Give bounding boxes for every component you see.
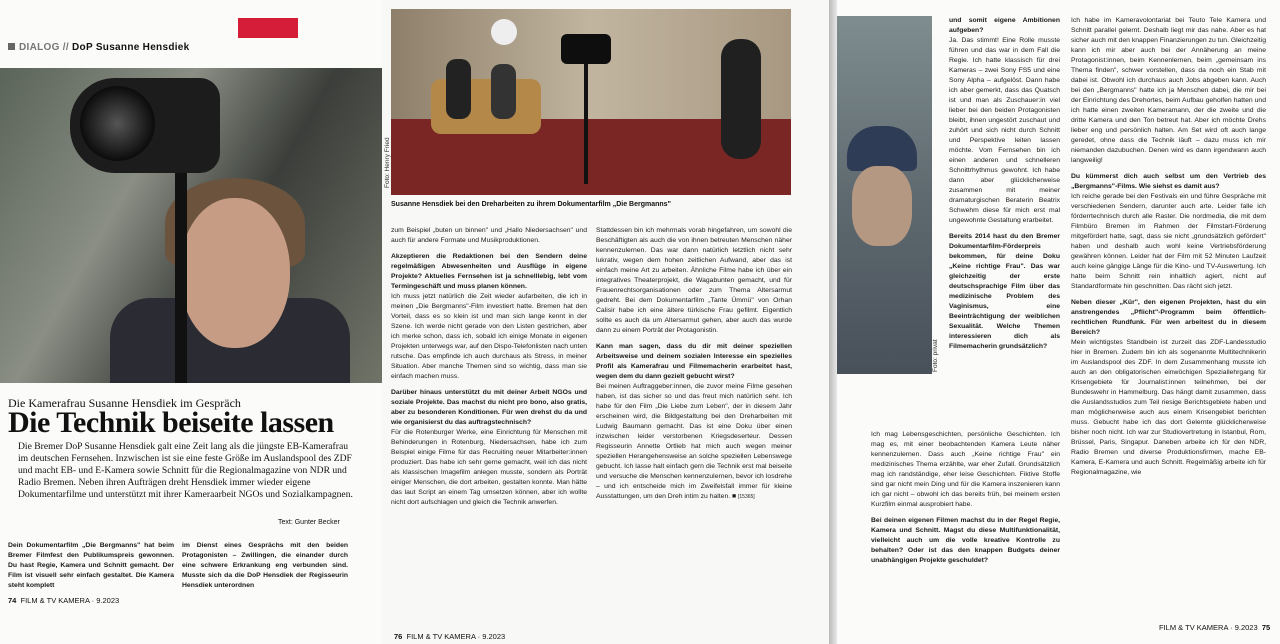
question: Kann man sagen, dass du dir mit deiner speziellen Arbeitsweise und deinem sozialen Interesse ein spezielles Profil als Kamerafrau und Filmemacherin erarbeitet hast, wegen dem du dann gezielt gebucht wirst?: [596, 343, 792, 380]
page-footer: 76 FILM & TV KAMERA · 9.2023: [394, 632, 506, 641]
page-76: [382, 0, 829, 644]
question: Akzeptieren die Redaktionen bei den Sendern deine regelmäßigen Abwesenheiten und Ausflüge in eigene Projekte? Aktuelles Fernsehen ist ja schnelllebig, lebt vom Termingeschäft und muss planen können.: [391, 253, 587, 290]
intro-question-col1: Dein Dokumentarfilm „Die Bergmanns" hat beim Bremer Filmfest den Publikumspreis gewonnen. Du hast Regie, Kamera und Schnitt gemacht. Der Film ist visuell sehr einfach gestaltet. Die Kamera steht komplett: [8, 542, 174, 589]
headline: Die Technik beiseite lassen: [8, 406, 334, 439]
kicker: Die Kamerafrau Susanne Hensdiek im Gespräch: [8, 396, 241, 410]
photo-credit: Foto: Henry Fried: [384, 137, 391, 188]
side-photo: [837, 16, 932, 374]
right-col1-top: und somit eigene Ambitionen aufgeben? Ja. Das stimmt! Eine Rolle musste führen und das war in dem Fall die Regie. Ich hatte klassisch für drei Kameras – zwei Sony FS5 und eine Sony Alpha – aufgelöst. Dann habe ich aber gemerkt, dass das Quatsch ist und man als Zuschauer:in viel lieber bei den beiden Protagonisten bleibt, ihnen ungestört zuschaut und zuhört und sich nicht durch Schnitt und Perspektive leiten lassen möchte. Vom Fernsehen bin ich einen anderen und schnelleren Schnittrhythmus gewohnt. Ich habe dann aber glücklicherweise zusammen mit meiner dramaturgischen Beraterin Beatrix Schwehm diese für mich erst mal ungewohnte Gestaltung erarbeitet. Bereits 2014 hast du den Bremer Dokumentarfilm-Förderpreis bekommen, für deine Doku „Keine richtige Frau". Das war gleichzeitig der erste deutschsprachige Film über das medizinische Problem des Vaginismus, eine Beeinträchtigung der weiblichen Sexualität. Welche Themen interessieren dich als Filmemacherin grundsätzlich?: [949, 17, 1060, 350]
page-74: [0, 0, 382, 644]
portrait-photo: [0, 68, 382, 383]
question: Darüber hinaus unterstützt du mit deiner Arbeit NGOs und soziale Projekte. Das machst du nicht pro bono, also gratis, aber zu besonderen Konditionen. Für wen drehst du da und wie organisierst du das auftragstechnisch?: [391, 389, 587, 426]
right-col2: Ich habe im Kameravolontariat bei Teuto Tele Kamera und Schnitt parallel gelernt. Deshalb liegt mir das nahe. Aber es hat sicher auch mit den knappen Finanzierungen zu tun. Gleichzeitig kann ich mir aber auch bei der Annäherung an meine Protagonist:innen, beim Kennenlernen, beim „gemeinsam ins Thema finden", schwer vorstellen, dass da noch ein Stab mit dabei ist. Obwohl ich durchaus auch Jobs abgeben kann. Auch bei den „Bergmanns" hatte ich ja Menschen dabei, die mir bei der Einrichtung des Drehortes, beim Aufbau geholfen hatten und ich hatte einen zweiten Kameramann, der die zweite und die dritte Kamera und den Ton betreut hat. Aber ich möchte Drehs lieber eng und persönlich halten. Am Set wird oft auch lange geredet, ohne dass die Technik läuft – dazu muss ich mir niemanden dazubuchen. Denen wird es dann irgendwann auch langweilig! Du kümmerst dich auch selbst um den Vertrieb des „Bergmanns"-Films. Wie siehst es damit aus? Ich reiche gerade bei den Festivals ein und führe Gespräche mit verschiedenen Sendern, darunter auch arte. Leider falle ich förderrtechnisch durch alle Raster. Die nordmedia, die mit dem Filmbüro Bremen im Rahmen der Filmstart-Förderung mitgefördert hatte, sagt, dass sie nicht „grundsätzlich gefördert" haben und deshalb auch wohl keine Vertriebsförderung gewähren können. Leider hat der Film mit 52 Minuten Laufzeit auch keine gängige Länge für die Kino- und TV-Auswertung. Ich hatte beim Schnitt rein inhaltlich agiert, nicht auf Standardformate hin geschnitten. Das rächt sich jetzt. Neben dieser „Kür", den eigenen Projekten, hast du ein anstrengendes „Pflicht"-Programm beim öffentlich-rechtlichen Rundfunk. Für wen arbeitest du in diesem Bereich? Mein wichtigstes Standbein ist zurzeit das ZDF-Landesstudio hier in Bremen. Zudem bin ich als sogenannte Multitechnikerin im Auslandspool des ZDF. In dem Zusammenhang musste ich auch an den obligatorischen einwöchigen Speziallehrgang für Krisengebiete für Journalist:innen teilnehmen, bei der Bundeswehr in Hammelburg. Das hängt damit zusammen, dass die Auslandsstudios zum Teil riesige Berichtsgebiete haben und man möglicherweise auch aus einem Krisengebiet berichten muss. Gebucht habe ich das dort Gelernte glücklicherweise bisher noch nicht. Ich war zur Studiovertretung in Istanbul, Rom, Brüssel, Paris, Singapur. Daneben arbeite ich für den NDR, Radio Bremen und diverse Produktionsfirmen, mache EB-Kamera, E-Kamera und auch Schnitt. Regelmäßig arbeite ich für Regionalmagazine, wie: [1071, 17, 1266, 476]
red-tab-marker: [238, 18, 298, 38]
page-footer: 74 FILM & TV KAMERA · 9.2023: [8, 596, 120, 605]
photo-caption: Susanne Hensdiek bei den Dreharbeiten zu ihrem Dokumentarfilm „Die Bergmanns": [391, 201, 671, 208]
right-col1-bottom: Ich mag Lebensgeschichten, persönliche Geschichten. Ich mag es, mit einer beobachtenden Kamera Leute näher kennenzulernen. Dass auch „Keine richtige Frau" ein medizinisches Thema erzählte, war eher Zufall. Grundsätzlich mag ich randständige, eher leise Geschichten. Fiktive Stoffe sind gar nicht mein Ding und für die Kamera inszenieren kann ich gar nicht – obwohl ich das bereits früh, bei meinem ersten Kurzfilm einmal ausprobiert habe. Bei deinen eigenen Filmen machst du in der Regel Regie, Kamera und Schnitt. Magst du diese Multifunktionalität, vielleicht auch um die volle kreative Kontrolle zu behalten? Oder ist das den knappen Budgets deiner unabhängigen Projekte geschuldet?: [871, 431, 1060, 564]
middle-col1: zum Beispiel „buten un binnen" und „Hallo Niedersachsen" und auch für andere Formate und Musikproduktionen. Akzeptieren die Redaktionen bei den Sendern deine regelmäßigen Abwesenheiten und Ausflüge in eigene Projekte? Aktuelles Fernsehen ist ja schnelllebig, lebt vom Termingeschäft und muss planen können. Ich muss jetzt natürlich die Zeit wieder aufarbeiten, die ich in meinen „Die Bergmanns"-Film investiert hatte. Bremen hat den Vorteil, dass es so klein ist und man sich lange kennt in der Szene. Ich werde nicht gerade von den Listen gestrichen, aber ich merke schon, dass ich, sobald ich einige Monate in eigenen Projekten unterwegs war, auf den Dispo-Telefonlisten nach unten rutsche. Das empfinde ich auch durchaus als Stress, in meiner Situation. Aber manche Themen sind so wichtig, dass man sie einfach machen muss. Darüber hinaus unterstützt du mit deiner Arbeit NGOs und soziale Projekte. Das machst du nicht pro bono, also gratis, aber zu besonderen Konditionen. Für wen drehst du da und wie organisierst du das auftragstechnisch? Für die Rotenburger Werke, eine Einrichtung für Menschen mit Behinderungen in Rotenburg, Niedersachsen, habe ich zum Beispiel einige Filme für das Recruiting neuer Mitarbeiter:innen produziert. Das habe ich sehr gerne gemacht, weil ich das nicht als klassischen Imagefilm anlegen musste, sondern als Porträt einiger Menschen, die dort arbeiten, gestalten konnte. Man hätte das laut Script an einem Tag umsetzen können, aber ich wollte nicht dort aufschlagen und gleich die Technik anwerfen.: [391, 227, 587, 506]
text-credit: Text: Gunter Becker: [278, 519, 340, 526]
rubric: DIALOG // DoP Susanne Hensdiek: [8, 42, 190, 53]
lead-paragraph: Die Bremer DoP Susanne Hensdiek galt eine Zeit lang als die jüngste EB-Kamerafrau im deutschen Fernsehen. Inzwischen ist sie eine feste Größe im Auslandspool des ZDF und macht EB- und E-Kamera sowie Schnitt für die Regionalmagazine von NDR und Radio Bremen. Neben ihren Aufträgen dreht Hensdiek immer wieder eigene Dokumentarfilme und unterstützt mit ihrer Kameraarbeit NGOs und Sozialkampagnen.: [18, 441, 353, 500]
photo-credit: Foto: privat: [932, 339, 939, 372]
shoot-photo: [391, 9, 791, 195]
middle-col2: Stattdessen bin ich mehrmals vorab hingefahren, um sowohl die Beschäftigten als auch die von ihnen betreuten Menschen näher kennenzulernen. Das war dann natürlich letztlich nicht sehr lukrativ, wegen dem hohen zeitlichen Aufwand, aber das ist einfach meine Art zu arbeiten. Ähnliche Filme habe ich über ein integratives Theaterprojekt, die Wagabunten gemacht, und für Frauenrechtsorganisationen oder zum Thema Altersarmut gedreht. Bei dem Dokumentarfilm „Tante Ümmü" von Orhan Calisir habe ich eine ältere türkische Frau gefilmt. Eigentlich sollte es auch da um Altersarmut gehen, aber auch das wurde dann zu einem Porträt der Protagonistin. Kann man sagen, dass du dir mit deiner speziellen Arbeitsweise und deinem sozialen Interesse ein spezielles Profil als Kamerafrau und Filmemacherin erarbeitet hast, wegen dem du dann gezielt gebucht wirst? Bei meinen Auftraggeber:innen, die zuvor meine Filme gesehen haben, ist das sicher so und das freut mich natürlich sehr. Ich habe für den Film „Die Liebe zum Leben", der in diesem Jahr erscheinen wird, die Bildgestaltung bei den Dreharbeiten mit Ludwig Baumann gemacht. Das ist eine Doku über einen inzwischen leider verstorbenen Kriegsdeserteur. Dessen Regisseurin Annette Ortlieb hat mich auch wegen meiner speziellen Herangehensweise an solche speziellen Lebenswege gebucht. Ich lasse halt einfach gern die Technik erst mal beiseite und versuche die Menschen kennenzulernen, bevor ich losdrehe – und ich entscheide mich im Zweifelsfall immer für kleine Ausstattungen, um den Dreh intim zu halten. ■ [15365]: [596, 227, 792, 500]
page-75: [837, 0, 1280, 644]
intro-question-col2: im Dienst eines Gesprächs mit den beiden Protagonisten – Zwillingen, die einander durch eine schwere Erkrankung eng verbunden sind. Musste sich da die DoP Hensdiek der Regisseurin Hensdiek unterordnen: [182, 542, 348, 589]
page-footer: FILM & TV KAMERA · 9.2023 75: [1159, 623, 1271, 632]
page-gutter: [829, 0, 837, 644]
